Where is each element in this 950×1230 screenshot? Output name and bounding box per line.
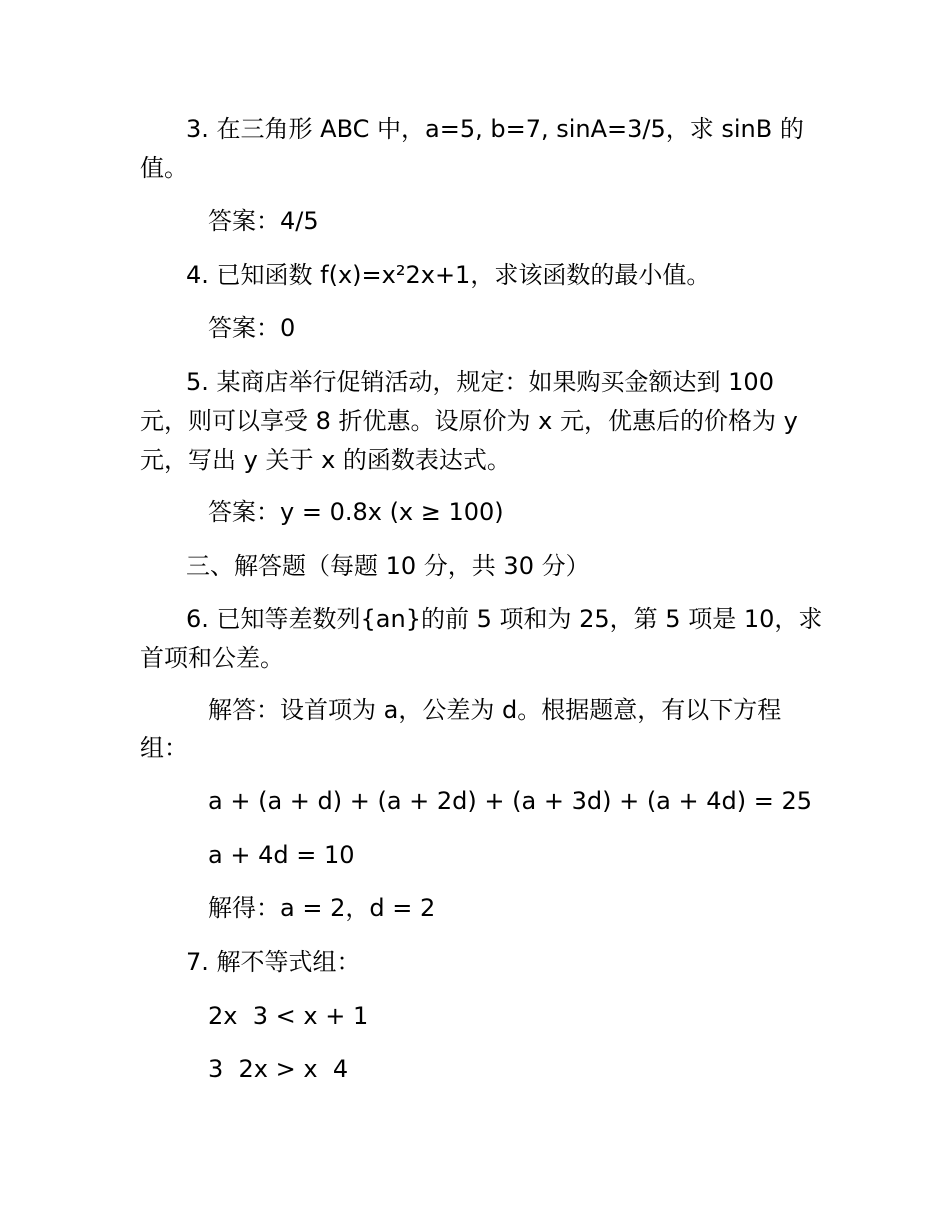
section-heading: 三、解答题（每题 10 分，共 30 分）: [186, 552, 590, 580]
question-7-inequality-2: 3 2x > x 4: [208, 1055, 349, 1083]
question-3-text-continued: 值。: [140, 154, 188, 182]
question-7-text: 7. 解不等式组：: [186, 948, 361, 976]
question-6-result: 解得：a = 2，d = 2: [208, 894, 436, 922]
question-6-equation-1: a + (a + d) + (a + 2d) + (a + 3d) + (a + 4d) = 25: [208, 787, 813, 815]
question-5-answer: 答案：y = 0.8x (x ≥ 100): [208, 498, 504, 526]
question-6-text-continued: 首项和公差。: [140, 644, 284, 672]
question-7-inequality-1: 2x 3 < x + 1: [208, 1002, 369, 1030]
question-5-text: 5. 某商店举行促销活动，规定：如果购买金额达到 100: [186, 368, 774, 396]
question-6-equation-2: a + 4d = 10: [208, 841, 355, 869]
question-6-text: 6. 已知等差数列{an}的前 5 项和为 25，第 5 项是 10，求: [186, 605, 823, 633]
question-5-text-continued: 元，则可以享受 8 折优惠。设原价为 x 元，优惠后的价格为 y: [140, 407, 798, 435]
question-5-text-continued-2: 元，写出 y 关于 x 的函数表达式。: [140, 446, 511, 474]
question-4-answer: 答案：0: [208, 314, 296, 342]
question-3-answer: 答案：4/5: [208, 207, 319, 235]
question-6-solution-continued: 组：: [140, 734, 188, 762]
question-3-text: 3. 在三角形 ABC 中，a=5, b=7, sinA=3/5，求 sinB 的: [186, 115, 804, 143]
question-4-text: 4. 已知函数 f(x)=x²2x+1，求该函数的最小值。: [186, 261, 711, 289]
question-6-solution: 解答：设首项为 a，公差为 d。根据题意，有以下方程: [208, 696, 782, 724]
